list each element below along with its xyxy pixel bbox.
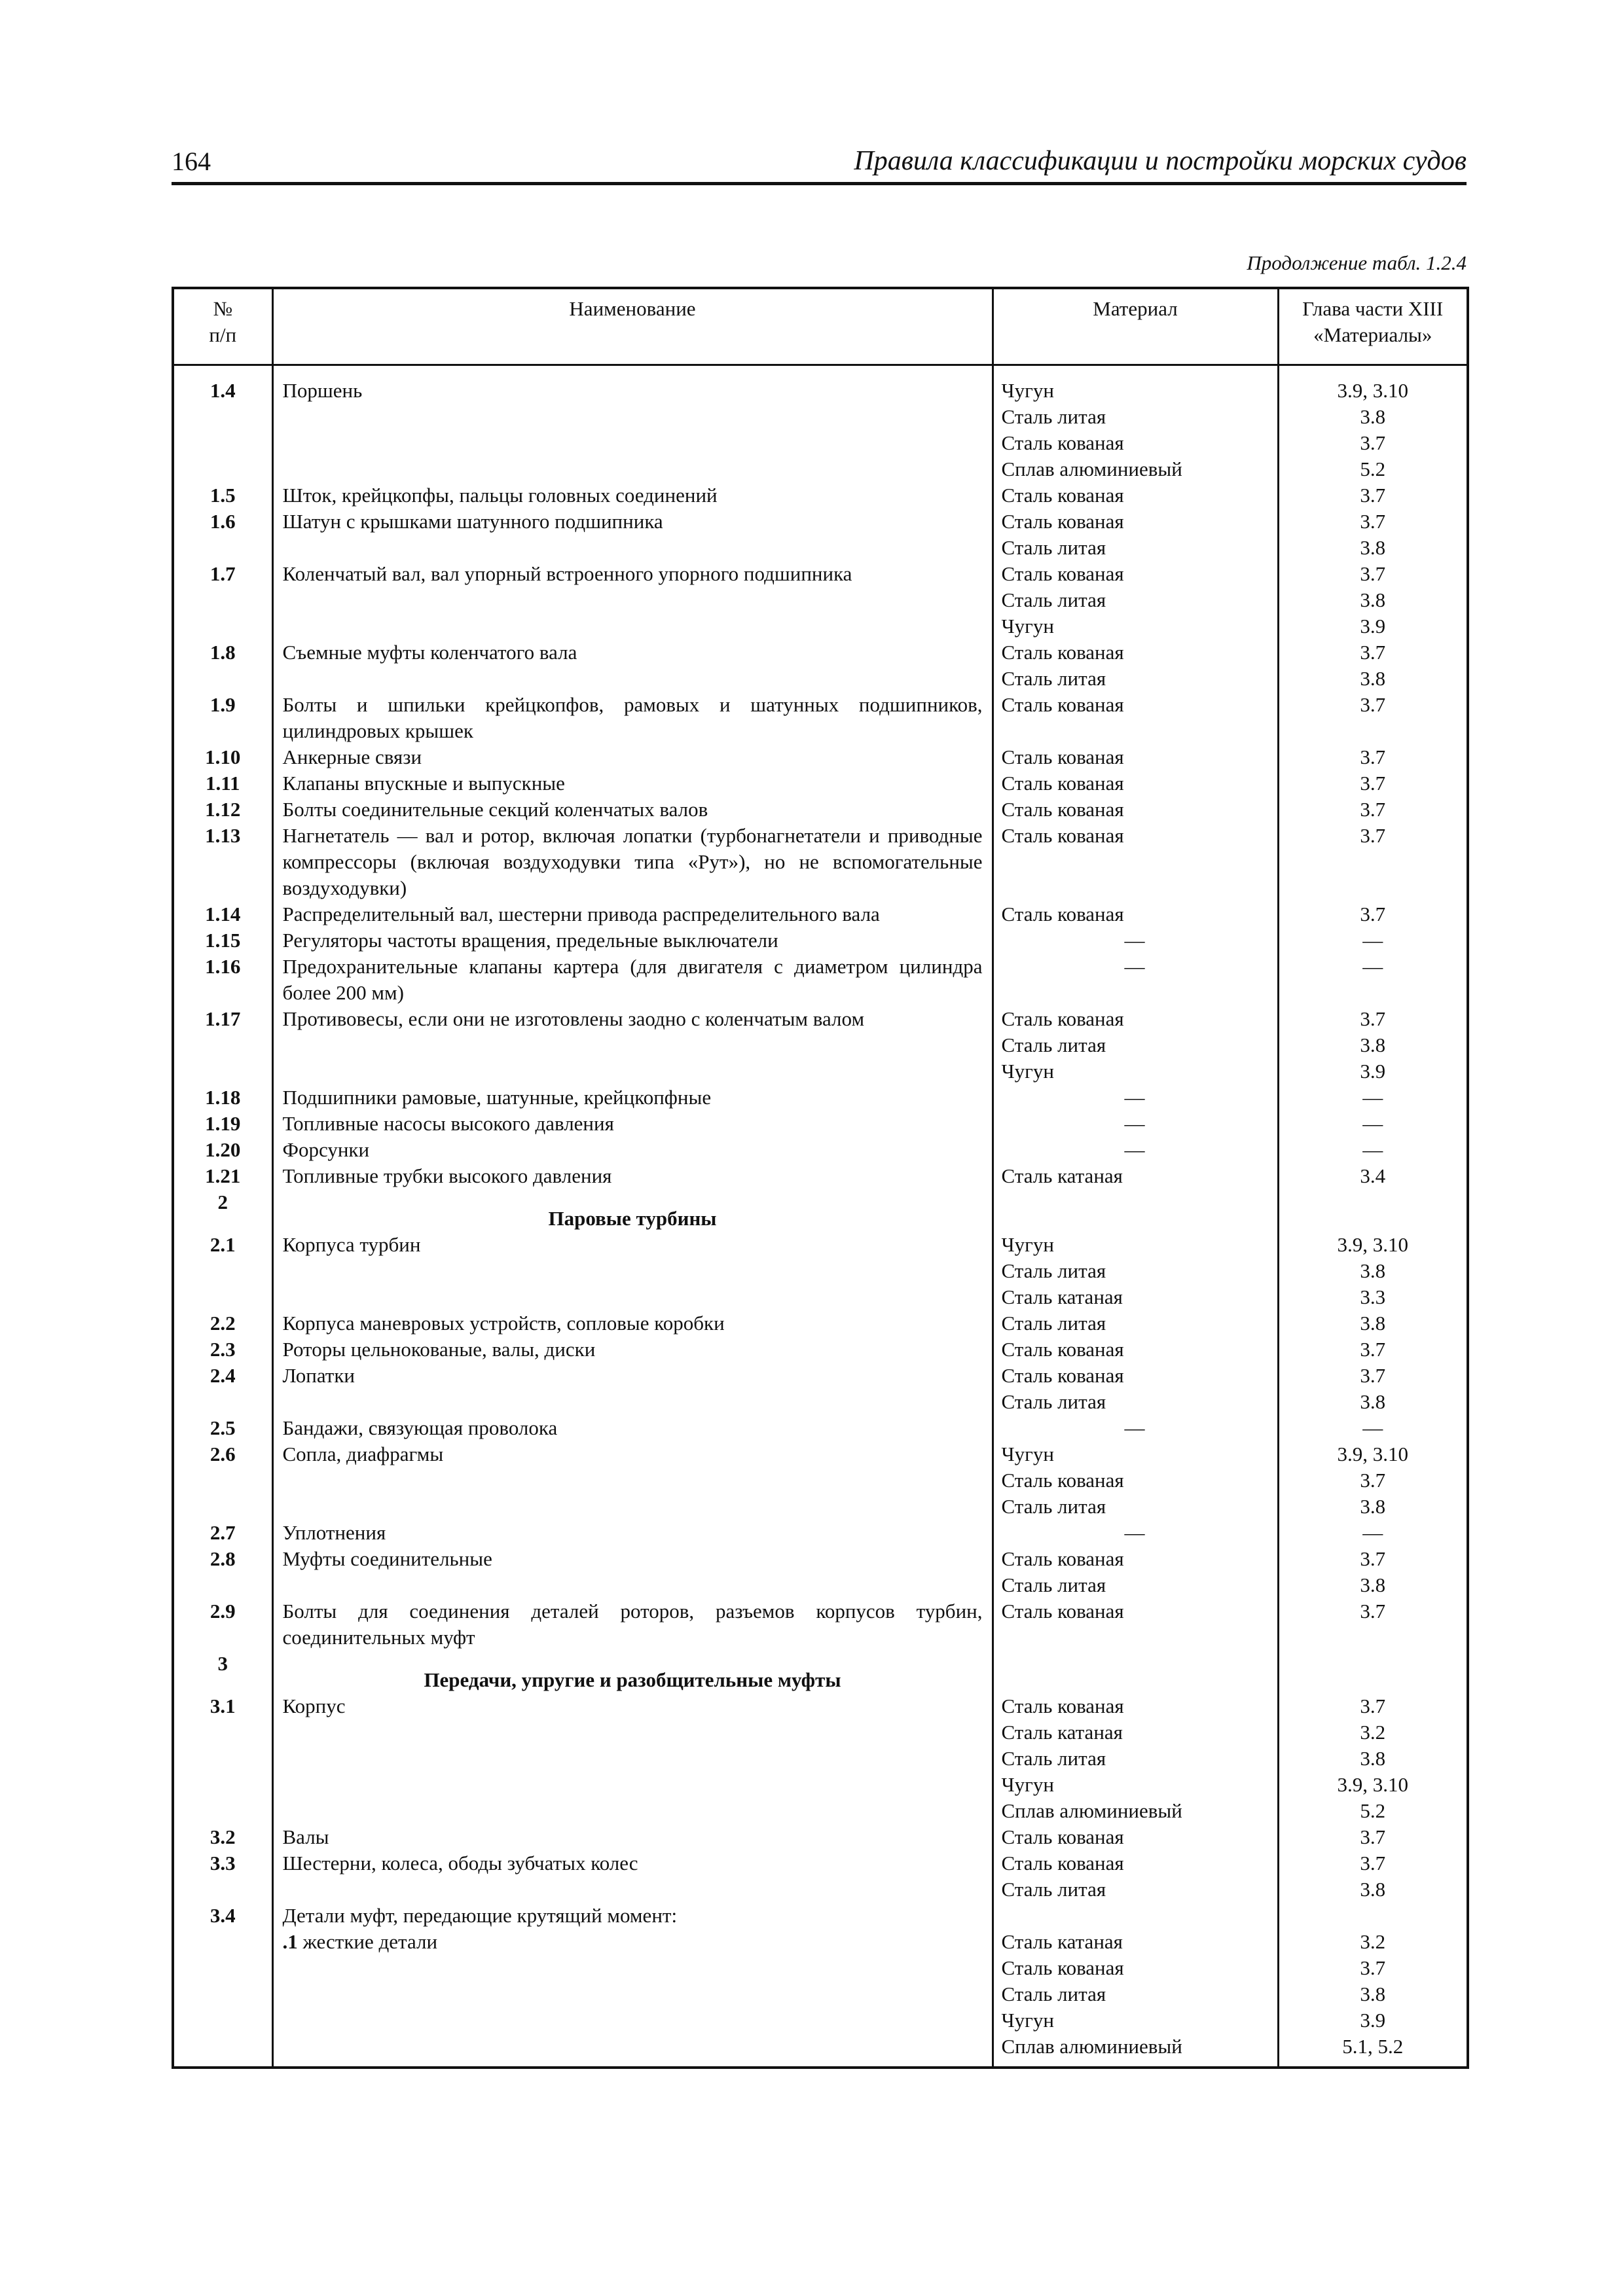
material-entry: Сталь кованая	[1001, 1600, 1124, 1623]
material-entry: Сталь литая	[1001, 405, 1106, 428]
item-name: Топливные трубки высокого давления	[272, 1163, 993, 1189]
material-cell	[993, 1903, 1278, 1929]
item-name	[272, 1929, 993, 2068]
col-header-chapter	[1278, 288, 1468, 365]
material-cell	[993, 1598, 1278, 1651]
chapter-entry: 3.2	[1360, 1721, 1386, 1744]
item-name: Бандажи, связующая проволока	[272, 1415, 993, 1441]
material-cell	[993, 1850, 1278, 1903]
table-row	[173, 901, 1468, 927]
table-row	[173, 1903, 1468, 1929]
chapter-entry: —	[1362, 955, 1383, 978]
material-cell	[993, 1006, 1278, 1085]
material-entry: Чугун	[1001, 1773, 1054, 1796]
row-number: 2.3	[173, 1336, 272, 1363]
item-name: Регуляторы частоты вращения, предельные выключатели	[272, 927, 993, 954]
material-entry: Сталь литая	[1001, 1495, 1106, 1518]
col-header-name-line1: Наименование	[569, 297, 696, 320]
table-row	[173, 770, 1468, 797]
chapter-cell	[1278, 1336, 1468, 1363]
material-entry: Сталь кованая	[1001, 903, 1124, 925]
chapter-entry: 3.7	[1360, 798, 1386, 821]
material-entry: Сталь катаная	[1001, 1164, 1123, 1187]
material-entry: Сталь кованая	[1001, 1956, 1124, 1979]
row-number: 2.6	[173, 1441, 272, 1520]
row-number: 1.8	[173, 639, 272, 692]
chapter-cell	[1278, 1929, 1468, 2068]
material-cell	[993, 927, 1278, 954]
item-name: Муфты соединительные	[272, 1546, 993, 1598]
row-number: 1.14	[173, 901, 272, 927]
chapter-entry: 3.7	[1360, 772, 1386, 795]
chapter-entry: 5.1, 5.2	[1342, 2035, 1404, 2058]
chapter-entry: 3.7	[1360, 431, 1386, 454]
row-number: 2.8	[173, 1546, 272, 1598]
row-number: 1.7	[173, 561, 272, 639]
chapter-entry: 3.7	[1360, 1825, 1386, 1848]
chapter-entry: —	[1362, 929, 1383, 952]
material-cell	[993, 1441, 1278, 1520]
chapter-entry: 3.7	[1360, 1547, 1386, 1570]
chapter-entry: —	[1362, 1521, 1383, 1544]
material-entry: Сталь кованая	[1001, 1825, 1124, 1848]
chapter-cell	[1278, 639, 1468, 692]
table-row	[173, 639, 1468, 692]
material-entry: Сталь кованая	[1001, 1338, 1124, 1361]
item-name: Корпуса турбин	[272, 1232, 993, 1310]
material-entry: Чугун	[1001, 379, 1054, 402]
material-cell	[993, 744, 1278, 770]
item-name: Болты соединительные секций коленчатых валов	[272, 797, 993, 823]
material-entry: Сталь литая	[1001, 536, 1106, 559]
chapter-entry: 3.9	[1360, 615, 1386, 637]
chapter-entry: 5.2	[1360, 1799, 1386, 1822]
table-row	[173, 797, 1468, 823]
chapter-cell	[1278, 1520, 1468, 1546]
chapter-entry: 3.8	[1360, 1982, 1386, 2005]
row-number: 2.1	[173, 1232, 272, 1310]
material-entry: Чугун	[1001, 2009, 1054, 2032]
material-entry: Сплав алюминиевый	[1001, 2035, 1182, 2058]
material-cell	[993, 1520, 1278, 1546]
chapter-entry: 3.7	[1360, 1007, 1386, 1030]
material-cell	[993, 1111, 1278, 1137]
material-entry: Сталь кованая	[1001, 510, 1124, 533]
material-cell	[993, 770, 1278, 797]
chapter-entry: 3.7	[1360, 745, 1386, 768]
material-cell	[993, 1163, 1278, 1189]
chapter-entry: 3.7	[1360, 641, 1386, 664]
row-number: 1.17	[173, 1006, 272, 1085]
material-cell	[993, 509, 1278, 561]
table-row	[173, 1441, 1468, 1520]
col-header-number-line1: №	[213, 297, 233, 320]
chapter-entry: 3.7	[1360, 1852, 1386, 1874]
material-entry: Сталь литая	[1001, 1878, 1106, 1901]
item-name: Распределительный вал, шестерни привода распределительного вала	[272, 901, 993, 927]
table-row	[173, 1850, 1468, 1903]
material-cell	[993, 901, 1278, 927]
material-entry: Сталь кованая	[1001, 484, 1124, 507]
item-name: Роторы цельнокованые, валы, диски	[272, 1336, 993, 1363]
chapter-entry: 3.7	[1360, 1956, 1386, 1979]
item-name: Лопатки	[272, 1363, 993, 1415]
chapter-cell	[1278, 1363, 1468, 1415]
chapter-cell	[1278, 1850, 1468, 1903]
chapter-entry: 3.7	[1360, 824, 1386, 847]
chapter-cell	[1278, 927, 1468, 954]
row-number: 1.19	[173, 1111, 272, 1137]
material-cell	[993, 365, 1278, 483]
table-row	[173, 823, 1468, 901]
item-name: Подшипники рамовые, шатунные, крейцкопфные	[272, 1085, 993, 1111]
material-cell	[993, 1693, 1278, 1824]
table-row	[173, 954, 1468, 1006]
chapter-cell	[1278, 1903, 1468, 1929]
chapter-cell	[1278, 1310, 1468, 1336]
material-entry: Сталь литая	[1001, 1033, 1106, 1056]
material-entry: Чугун	[1001, 1233, 1054, 1256]
table-row	[173, 1006, 1468, 1085]
item-name: Поршень	[272, 365, 993, 483]
chapter-cell	[1278, 1111, 1468, 1137]
materials-table	[172, 287, 1469, 2069]
table-row	[173, 1137, 1468, 1163]
chapter-cell	[1278, 823, 1468, 901]
col-header-chapter-line1: Глава части XIII	[1302, 297, 1444, 320]
item-name: Корпуса маневровых устройств, сопловые коробки	[272, 1310, 993, 1336]
material-entry: Сталь литая	[1001, 1747, 1106, 1770]
chapter-cell	[1278, 770, 1468, 797]
row-number: 3.2	[173, 1824, 272, 1850]
table-row	[173, 692, 1468, 744]
row-number: 3.4	[173, 1903, 272, 1929]
chapter-cell	[1278, 1824, 1468, 1850]
row-number: 1.21	[173, 1163, 272, 1189]
material-entry: —	[1124, 1112, 1145, 1135]
chapter-entry: 3.8	[1360, 1573, 1386, 1596]
col-header-name	[272, 288, 993, 365]
table-row	[173, 365, 1468, 483]
item-name: Клапаны впускные и выпускные	[272, 770, 993, 797]
row-number: 2	[173, 1189, 272, 1232]
chapter-entry: 3.8	[1360, 1495, 1386, 1518]
table-row	[173, 1693, 1468, 1824]
row-number: 1.15	[173, 927, 272, 954]
row-number: 2.5	[173, 1415, 272, 1441]
material-entry: Сталь литая	[1001, 667, 1106, 690]
material-cell	[993, 1651, 1278, 1693]
chapter-cell	[1278, 1006, 1468, 1085]
item-name: Валы	[272, 1824, 993, 1850]
table-row	[173, 1232, 1468, 1310]
item-name: Сопла, диафрагмы	[272, 1441, 993, 1520]
material-entry: Сталь литая	[1001, 588, 1106, 611]
material-cell	[993, 1546, 1278, 1598]
row-number: 1.12	[173, 797, 272, 823]
chapter-entry: 3.7	[1360, 562, 1386, 585]
chapter-entry: 3.9, 3.10	[1337, 379, 1408, 402]
row-number: 2.2	[173, 1310, 272, 1336]
material-cell	[993, 1929, 1278, 2068]
material-entry: Сталь кованая	[1001, 641, 1124, 664]
section-heading: Паровые турбины	[272, 1189, 993, 1232]
chapter-entry: 3.7	[1360, 1469, 1386, 1492]
table-row	[173, 1520, 1468, 1546]
chapter-cell	[1278, 1546, 1468, 1598]
subitem-name: жесткие детали	[302, 1930, 438, 1953]
item-name: Шток, крейцкопфы, пальцы головных соединений	[272, 482, 993, 509]
row-number: 1.11	[173, 770, 272, 797]
table-continuation-note: Продолжение табл. 1.2.4	[1247, 251, 1467, 274]
chapter-entry: 3.7	[1360, 693, 1386, 716]
chapter-entry: 3.8	[1360, 667, 1386, 690]
material-entry: Сталь литая	[1001, 1312, 1106, 1335]
table-row	[173, 744, 1468, 770]
item-name: Детали муфт, передающие крутящий момент:	[272, 1903, 993, 1929]
chapter-cell	[1278, 561, 1468, 639]
material-entry: Сталь кованая	[1001, 772, 1124, 795]
item-name: Противовесы, если они не изготовлены заодно с коленчатым валом	[272, 1006, 993, 1085]
chapter-cell	[1278, 1163, 1468, 1189]
row-number: 1.16	[173, 954, 272, 1006]
material-cell	[993, 639, 1278, 692]
chapter-entry: 3.8	[1360, 1312, 1386, 1335]
chapter-entry: 3.9, 3.10	[1337, 1233, 1408, 1256]
chapter-cell	[1278, 1693, 1468, 1824]
material-entry: Сталь литая	[1001, 1982, 1106, 2005]
chapter-cell	[1278, 954, 1468, 1006]
chapter-entry: 3.8	[1360, 588, 1386, 611]
table-row	[173, 1546, 1468, 1598]
material-entry: —	[1124, 1138, 1145, 1161]
material-entry: —	[1124, 955, 1145, 978]
chapter-entry: —	[1362, 1138, 1383, 1161]
material-entry: Сталь кованая	[1001, 824, 1124, 847]
item-name: Болты для соединения деталей роторов, разъемов корпусов турбин, соединительных муфт	[272, 1598, 993, 1651]
col-header-number	[173, 288, 272, 365]
material-cell	[993, 692, 1278, 744]
row-number: 1.4	[173, 365, 272, 483]
table-row	[173, 1824, 1468, 1850]
table-row	[173, 927, 1468, 954]
item-name: Болты и шпильки крейцкопфов, рамовых и шатунных подшипников, цилиндровых крышек	[272, 692, 993, 744]
page-number: 164	[172, 147, 211, 176]
chapter-entry: 3.8	[1360, 405, 1386, 428]
material-cell	[993, 561, 1278, 639]
chapter-entry: 3.8	[1360, 1747, 1386, 1770]
material-cell	[993, 1363, 1278, 1415]
chapter-cell	[1278, 1415, 1468, 1441]
material-entry: Сплав алюминиевый	[1001, 457, 1182, 480]
col-header-material-line1: Материал	[1093, 297, 1178, 320]
col-header-number-line2: п/п	[209, 323, 237, 346]
chapter-entry: —	[1362, 1086, 1383, 1109]
chapter-entry: 3.8	[1360, 1878, 1386, 1901]
table-row	[173, 482, 1468, 509]
row-number: 3.1	[173, 1693, 272, 1824]
table-row	[173, 561, 1468, 639]
material-cell	[993, 1310, 1278, 1336]
row-number	[173, 1929, 272, 2068]
table-row	[173, 1310, 1468, 1336]
chapter-entry: 3.7	[1360, 1600, 1386, 1623]
chapter-entry: 3.7	[1360, 1695, 1386, 1717]
material-cell	[993, 1137, 1278, 1163]
row-number: 2.7	[173, 1520, 272, 1546]
item-name: Уплотнения	[272, 1520, 993, 1546]
chapter-cell	[1278, 1137, 1468, 1163]
material-entry: Чугун	[1001, 1060, 1054, 1083]
chapter-cell	[1278, 1598, 1468, 1651]
material-entry: Сталь кованая	[1001, 431, 1124, 454]
material-cell	[993, 1232, 1278, 1310]
table-row	[173, 1598, 1468, 1651]
material-entry: Сталь катаная	[1001, 1930, 1123, 1953]
chapter-entry: 3.9, 3.10	[1337, 1443, 1408, 1465]
table-row	[173, 1415, 1468, 1441]
material-entry: Сталь кованая	[1001, 562, 1124, 585]
material-entry: Сталь литая	[1001, 1259, 1106, 1282]
chapter-entry: 3.8	[1360, 1259, 1386, 1282]
chapter-cell	[1278, 482, 1468, 509]
item-name: Шестерни, колеса, ободы зубчатых колес	[272, 1850, 993, 1903]
material-cell	[993, 1336, 1278, 1363]
chapter-cell	[1278, 365, 1468, 483]
material-entry: Сталь кованая	[1001, 798, 1124, 821]
material-entry: Чугун	[1001, 1443, 1054, 1465]
section-heading-row	[173, 1189, 1468, 1232]
item-name: Анкерные связи	[272, 744, 993, 770]
chapter-cell	[1278, 797, 1468, 823]
table-row	[173, 1336, 1468, 1363]
chapter-cell	[1278, 1189, 1468, 1232]
material-entry: Сталь кованая	[1001, 745, 1124, 768]
item-name: Предохранительные клапаны картера (для двигателя с диаметром цилиндра более 200 мм)	[272, 954, 993, 1006]
chapter-cell	[1278, 1651, 1468, 1693]
chapter-entry: 3.7	[1360, 484, 1386, 507]
material-entry: —	[1124, 1086, 1145, 1109]
chapter-cell	[1278, 692, 1468, 744]
col-header-chapter-line2: «Материалы»	[1313, 323, 1432, 346]
material-cell	[993, 823, 1278, 901]
material-entry: —	[1124, 1416, 1145, 1439]
material-cell	[993, 954, 1278, 1006]
material-entry: —	[1124, 1521, 1145, 1544]
material-entry: Сталь кованая	[1001, 693, 1124, 716]
material-cell	[993, 1085, 1278, 1111]
row-number: 1.9	[173, 692, 272, 744]
row-number: 2.4	[173, 1363, 272, 1415]
chapter-cell	[1278, 509, 1468, 561]
chapter-entry: 3.2	[1360, 1930, 1386, 1953]
row-number: 3.3	[173, 1850, 272, 1903]
item-name: Съемные муфты коленчатого вала	[272, 639, 993, 692]
material-entry: Сталь кованая	[1001, 1695, 1124, 1717]
material-cell	[993, 1415, 1278, 1441]
table-body	[173, 365, 1468, 2068]
material-cell	[993, 797, 1278, 823]
material-entry: Сталь катаная	[1001, 1721, 1123, 1744]
row-number: 2.9	[173, 1598, 272, 1651]
chapter-cell	[1278, 1441, 1468, 1520]
section-heading-row	[173, 1651, 1468, 1693]
row-number: 1.5	[173, 482, 272, 509]
chapter-cell	[1278, 1085, 1468, 1111]
chapter-entry: 3.3	[1360, 1285, 1386, 1308]
chapter-entry: 3.8	[1360, 1033, 1386, 1056]
table-row	[173, 509, 1468, 561]
material-entry: Сталь кованая	[1001, 1469, 1124, 1492]
section-heading: Передачи, упругие и разобщительные муфты	[272, 1651, 993, 1693]
col-header-material	[993, 288, 1278, 365]
table-row	[173, 1085, 1468, 1111]
material-entry: Чугун	[1001, 615, 1054, 637]
item-name: Топливные насосы высокого давления	[272, 1111, 993, 1137]
chapter-entry: 3.9, 3.10	[1337, 1773, 1408, 1796]
material-entry: Сталь литая	[1001, 1573, 1106, 1596]
chapter-entry: —	[1362, 1416, 1383, 1439]
material-cell	[993, 482, 1278, 509]
table-row	[173, 1363, 1468, 1415]
chapter-entry: 3.7	[1360, 1364, 1386, 1387]
chapter-entry: 3.8	[1360, 1390, 1386, 1413]
row-number: 1.18	[173, 1085, 272, 1111]
material-cell	[993, 1189, 1278, 1232]
table-row	[173, 1929, 1468, 2068]
chapter-entry: 3.9	[1360, 2009, 1386, 2032]
material-entry: —	[1124, 929, 1145, 952]
material-entry: Сталь кованая	[1001, 1007, 1124, 1030]
chapter-entry: 3.7	[1360, 1338, 1386, 1361]
item-name: Нагнетатель — вал и ротор, включая лопатки (турбонагнетатели и приводные компрессоры (включая воздуходувки типа «Рут»), но не вспомогательные воздуходувки)	[272, 823, 993, 901]
item-name: Коленчатый вал, вал упорный встроенного упорного подшипника	[272, 561, 993, 639]
chapter-entry: 5.2	[1360, 457, 1386, 480]
chapter-cell	[1278, 744, 1468, 770]
row-number: 1.20	[173, 1137, 272, 1163]
row-number: 1.13	[173, 823, 272, 901]
material-entry: Сталь кованая	[1001, 1547, 1124, 1570]
page-header	[172, 143, 1467, 185]
running-title: Правила классификации и постройки морских судов	[854, 146, 1467, 176]
chapter-entry: 3.4	[1360, 1164, 1386, 1187]
chapter-entry: 3.7	[1360, 903, 1386, 925]
table-row	[173, 1163, 1468, 1189]
chapter-entry: 3.8	[1360, 536, 1386, 559]
row-number: 3	[173, 1651, 272, 1693]
chapter-entry: —	[1362, 1112, 1383, 1135]
table-header-row	[173, 288, 1468, 365]
material-entry: Сплав алюминиевый	[1001, 1799, 1182, 1822]
material-cell	[993, 1824, 1278, 1850]
chapter-entry: 3.7	[1360, 510, 1386, 533]
item-name: Шатун с крышками шатунного подшипника	[272, 509, 993, 561]
material-entry: Сталь кованая	[1001, 1364, 1124, 1387]
row-number: 1.10	[173, 744, 272, 770]
chapter-entry: 3.9	[1360, 1060, 1386, 1083]
material-entry: Сталь кованая	[1001, 1852, 1124, 1874]
chapter-cell	[1278, 1232, 1468, 1310]
chapter-cell	[1278, 901, 1468, 927]
item-name: Корпус	[272, 1693, 993, 1824]
material-entry: Сталь литая	[1001, 1390, 1106, 1413]
table-row	[173, 1111, 1468, 1137]
row-number: 1.6	[173, 509, 272, 561]
subitem-prefix: .1	[282, 1930, 298, 1953]
item-name: Форсунки	[272, 1137, 993, 1163]
material-entry: Сталь катаная	[1001, 1285, 1123, 1308]
